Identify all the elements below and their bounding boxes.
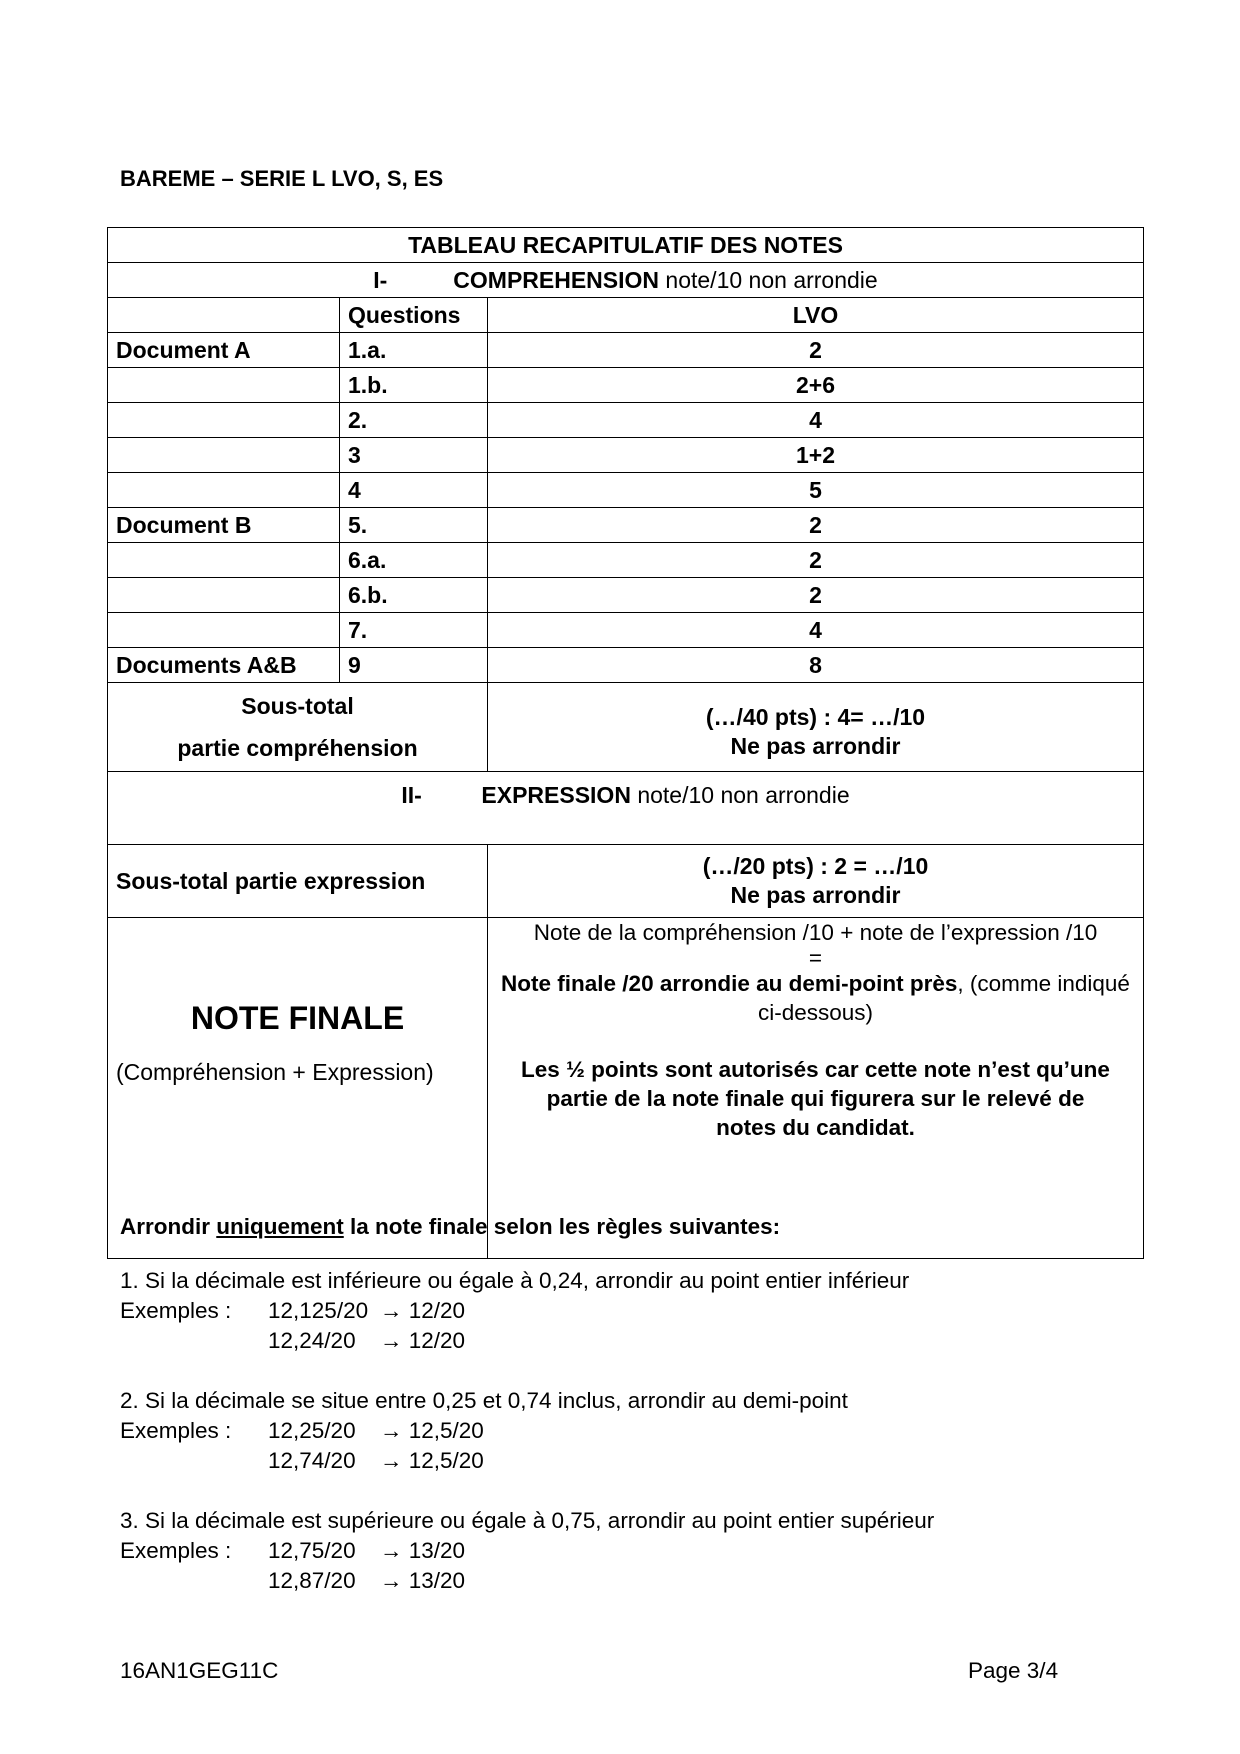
points-cell: 2+6 [488, 368, 1144, 403]
examples-label: Exemples : [120, 1298, 232, 1323]
document-cell: Documents A&B [108, 648, 340, 683]
example-result: → 13/20 [380, 1568, 466, 1593]
note-finale-label [108, 918, 488, 1259]
table-row [108, 543, 1144, 578]
rule-text: 2. Si la décimale se situe entre 0,25 et 0,74 inclus, arrondir au demi-point [120, 1388, 848, 1413]
table-row [108, 333, 1144, 368]
rules-title-underlined: uniquement [216, 1214, 344, 1239]
subtotal-calc: (…/20 pts) : 2 = …/10 [702, 853, 929, 879]
rules-title-post: la note finale selon les règles suivantes: [343, 1214, 781, 1239]
section-numeral: II- [401, 782, 422, 808]
points-cell: 4 [488, 403, 1144, 438]
examples-label-spacer [120, 1566, 268, 1596]
rule-item [120, 1386, 934, 1476]
section-suffix: note/10 non arrondie [659, 266, 878, 293]
points-cell: 8 [488, 648, 1144, 683]
example-result: → 12,5/20 [380, 1448, 484, 1473]
question-cell: 5. [340, 508, 488, 543]
subtotal-calc: (…/40 pts) : 4= …/10 [705, 704, 926, 730]
example-result: → 12/20 [380, 1298, 466, 1323]
document-cell [108, 613, 340, 648]
subtotal-note: Ne pas arrondir [730, 733, 901, 759]
question-cell: 1.a. [340, 333, 488, 368]
question-cell: 3 [340, 438, 488, 473]
document-cell [108, 403, 340, 438]
table-row [108, 578, 1144, 613]
example-value: 12,125/20 [268, 1298, 369, 1323]
points-cell: 5 [488, 473, 1144, 508]
subtotal-expression-label: Sous-total partie expression [108, 845, 488, 918]
question-cell: 7. [340, 613, 488, 648]
document-cell [108, 438, 340, 473]
rules-title-pre: Arrondir [120, 1214, 217, 1239]
final-equals: = [808, 945, 823, 970]
final-result-bold: Note finale /20 arrondie au demi-point près [501, 971, 958, 996]
question-cell: 6.a. [340, 543, 488, 578]
table-row [108, 648, 1144, 683]
section-numeral: I- [373, 266, 388, 293]
table-row [108, 613, 1144, 648]
final-result [496, 969, 1135, 1027]
points-cell: 2 [488, 578, 1144, 613]
section-suffix: note/10 non arrondie [630, 782, 850, 808]
rule-text: 1. Si la décimale est inférieure ou égale à 0,24, arrondir au point entier inférieur [120, 1268, 910, 1293]
points-cell: 2 [488, 543, 1144, 578]
example-result: → 12/20 [380, 1328, 466, 1353]
rule-item [120, 1506, 934, 1596]
examples-label: Exemples : [120, 1538, 232, 1563]
final-formula: Note de la compréhension /10 + note de l’expression /10 [533, 920, 1098, 945]
example-result: → 12,5/20 [380, 1418, 484, 1443]
document-cell [108, 473, 340, 508]
example-result: → 13/20 [380, 1538, 466, 1563]
document-cell: Document B [108, 508, 340, 543]
section-expression [108, 772, 1144, 845]
section-label: COMPREHENSION [453, 266, 660, 293]
rules-title [120, 1212, 934, 1242]
question-cell: 9 [340, 648, 488, 683]
points-cell: 2 [488, 333, 1144, 368]
example-row [120, 1326, 934, 1356]
subtotal-note: Ne pas arrondir [730, 882, 901, 908]
example-value: 12,75/20 [268, 1538, 356, 1563]
footer-page-number: Page 3/4 [968, 1658, 1059, 1683]
table-row [108, 438, 1144, 473]
examples-label-spacer [120, 1326, 268, 1356]
footer-code: 16AN1GEG11C [120, 1658, 279, 1683]
note-finale-subtitle: (Compréhension + Expression) [116, 1059, 434, 1085]
subtotal-comprehension-label [108, 683, 488, 772]
points-cell: 2 [488, 508, 1144, 543]
rule-text: 3. Si la décimale est supérieure ou égale à 0,75, arrondir au point entier supérieur [120, 1508, 935, 1533]
column-header-lvo: LVO [488, 298, 1144, 333]
example-row [120, 1536, 934, 1566]
question-cell: 4 [340, 473, 488, 508]
question-cell: 2. [340, 403, 488, 438]
table-row [108, 403, 1144, 438]
example-value: 12,25/20 [268, 1418, 356, 1443]
page-heading: BAREME – SERIE L LVO, S, ES [120, 166, 444, 191]
subtotal-expression-calc [488, 845, 1144, 918]
example-value: 12,87/20 [268, 1568, 356, 1593]
examples-label-spacer [120, 1446, 268, 1476]
table-row [108, 368, 1144, 403]
subtotal-line2: partie compréhension [177, 735, 418, 761]
table-row [108, 508, 1144, 543]
section-comprehension [108, 263, 1144, 298]
document-cell [108, 368, 340, 403]
recap-table [107, 227, 1144, 1259]
points-cell: 4 [488, 613, 1144, 648]
question-cell: 1.b. [340, 368, 488, 403]
note-finale-description [488, 918, 1144, 1259]
subtotal-comprehension-calc [488, 683, 1144, 772]
example-row [120, 1446, 934, 1476]
examples-label: Exemples : [120, 1418, 232, 1443]
example-value: 12,74/20 [268, 1448, 356, 1473]
table-title: TABLEAU RECAPITULATIF DES NOTES [108, 228, 1144, 263]
note-finale-title: NOTE FINALE [190, 1000, 405, 1036]
question-cell: 6.b. [340, 578, 488, 613]
example-value: 12,24/20 [268, 1328, 356, 1353]
document-cell [108, 543, 340, 578]
subtotal-line1: Sous-total [241, 693, 354, 719]
example-row [120, 1566, 934, 1596]
points-cell: 1+2 [488, 438, 1144, 473]
example-row [120, 1416, 934, 1446]
document-cell: Document A [108, 333, 340, 368]
section-label: EXPRESSION [481, 782, 631, 808]
final-result-rest: , (comme indiqué ci-dessous) [757, 971, 1130, 1025]
document-cell [108, 578, 340, 613]
column-header-questions: Questions [340, 298, 488, 333]
rule-item [120, 1266, 934, 1356]
example-row [120, 1296, 934, 1326]
header-empty-cell [108, 298, 340, 333]
final-warning: Les ½ points sont autorisés car cette note n’est qu’une partie de la note finale qui figurera sur le relevé de notes du candidat. [521, 1057, 1110, 1140]
table-row [108, 473, 1144, 508]
rounding-rules [120, 1212, 934, 1626]
